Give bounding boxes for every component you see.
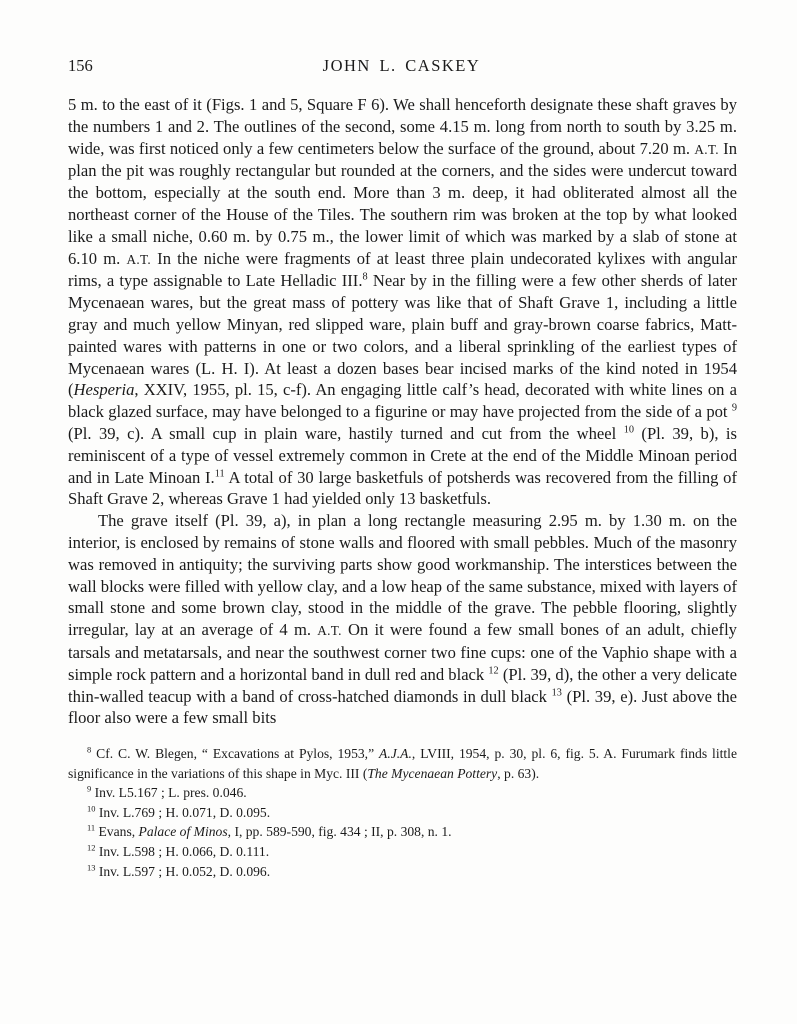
text-run: The grave itself (Pl. 39, a), in plan a long rectangle measuring 2.95 m. by 1.30 m. on the interior, is enclosed by remains of stone walls and floored with small pebbles. Much of the masonry was removed in antiquity; the surviving parts show good workmanship. The interstices between the wall blocks were filled with yellow clay, and a low heap of the same substance, mixed with layers of small stone and some brown clay, stood in the middle of the grave. The pebble flooring, slightly irregular, lay at an average of 4 m. [68, 511, 737, 640]
footnotes-section [68, 744, 737, 881]
page-header [68, 56, 735, 78]
text-run: A.J.A. [379, 746, 412, 762]
text-run: , LVIII, 1954, p. 30, pl. 6, fig. 5. A. Furumark finds little significance in the variations of this shape in Myc. III ( [68, 746, 737, 781]
body-text [68, 94, 737, 729]
text-run: In the niche were fragments of at least three plain undecorated kylixes with angular rims, a type assignable to Late Helladic III. [68, 248, 737, 291]
text-run: Cf. C. W. Blegen, “ Excavations at Pylos, 1953,” [91, 746, 380, 762]
paragraph-1 [68, 94, 737, 510]
text-run: A.T. [317, 623, 342, 639]
text-run: 9 [731, 402, 737, 414]
text-run: A.T. [126, 251, 151, 267]
text-run: , p. 63). [497, 765, 540, 781]
footnote-8 [68, 744, 737, 783]
text-run: 13 [551, 686, 562, 698]
text-run: 12 [87, 842, 96, 853]
text-run: Evans, [95, 824, 139, 840]
text-run: Hesperia [73, 380, 135, 400]
text-run: Inv. L.769 ; H. 0.071, D. 0.095. [95, 804, 271, 820]
text-run: In plan the pit was roughly rectangular but rounded at the corners, and the sides were undercut toward the bottom, especially at the south end. More than 3 m. deep, it had obliterated almost all the northeast corner of the House of the Tiles. The southern rim was broken at the top by what looked like a small niche, 0.60 m. by 0.75 m., the lower limit of which was marked by a slab of stone at 6.10 m. [68, 138, 737, 268]
text-run: A.T. [694, 141, 719, 157]
text-run: (Pl. 39, e). Just above the floor also were a few small bits [68, 686, 737, 728]
text-run: Near by in the filling were a few other sherds of later Mycenaean wares, but the great mass of pottery was like that of Shaft Grave 1, including a little gray and much yellow Minyan, red slipped ware, plain buff and gray-brown coarse fabrics, Matt-painted wares with patterns in one or two colors, and a liberal sprinkling of the earliest types of Mycenaean wares (L. H. I). At least a dozen bases bear incised marks of the kind noted in 1954 ( [68, 271, 737, 400]
text-run: 8 [362, 271, 368, 283]
running-title: JOHN L. CASKEY [322, 56, 481, 75]
text-run: 12 [488, 665, 499, 677]
page-number: 156 [68, 56, 93, 75]
text-run: 9 [87, 783, 92, 794]
text-run: (Pl. 39, b), is reminiscent of a type of vessel extremely common in Crete at the end of the Middle Minoan period and in Late Minoan I. [68, 423, 737, 487]
text-run: 11 [87, 822, 96, 833]
footnote-11 [68, 822, 737, 842]
text-run: The Mycenaean Pottery [367, 765, 498, 781]
text-run: , XXIV, 1955, pl. 15, c-f). An engaging little calf’s head, decorated with white lines on a black glazed surface, may have belonged to a figurine or may have projected from the side of a pot [68, 380, 737, 422]
text-run: (Pl. 39, c). A small cup in plain ware, hastily turned and cut from the wheel [68, 423, 624, 443]
text-run: 10 [623, 424, 634, 436]
text-run: On it were found a few small bones of an adult, chiefly tarsals and metatarsals, and near the southwest corner two fine cups: one of the Vaphio shape with a simple rock pattern and a horizontal band in dull red and black [68, 620, 737, 684]
footnote-12 [68, 842, 737, 862]
text-run: Inv. L.597 ; H. 0.052, D. 0.096. [95, 863, 271, 879]
footnote-13 [68, 862, 737, 882]
text-run: , I, pp. 589-590, fig. 434 ; II, p. 308, n. 1. [227, 824, 452, 840]
text-run: 8 [87, 744, 92, 755]
text-run: 11 [214, 468, 225, 480]
text-run: Inv. L5.167 ; L. pres. 0.046. [91, 785, 247, 801]
text-run: (Pl. 39, d), the other a very delicate thin-walled teacup with a band of cross-hatched diamonds in dull black [68, 664, 737, 706]
footnote-9 [68, 783, 737, 803]
text-run: 5 m. to the east of it (Figs. 1 and 5, Square F 6). We shall henceforth designate these shaft graves by the numbers 1 and 2. The outlines of the second, some 4.15 m. long from north to south by 3.25 m. wide, was first noticed only a few centimeters below the surface of the ground, about 7.20 m. [68, 95, 737, 158]
text-run: Palace of Minos [138, 824, 228, 840]
text-run: 13 [87, 862, 96, 873]
text-run: A total of 30 large basketfuls of potsherds was recovered from the filling of Shaft Grave 2, whereas Grave 1 had yielded only 13 basketfuls. [68, 467, 737, 509]
footnote-10 [68, 803, 737, 823]
paragraph-2 [68, 510, 737, 729]
text-run: Inv. L.598 ; H. 0.066, D. 0.111. [95, 844, 270, 860]
text-run: 10 [87, 803, 96, 814]
